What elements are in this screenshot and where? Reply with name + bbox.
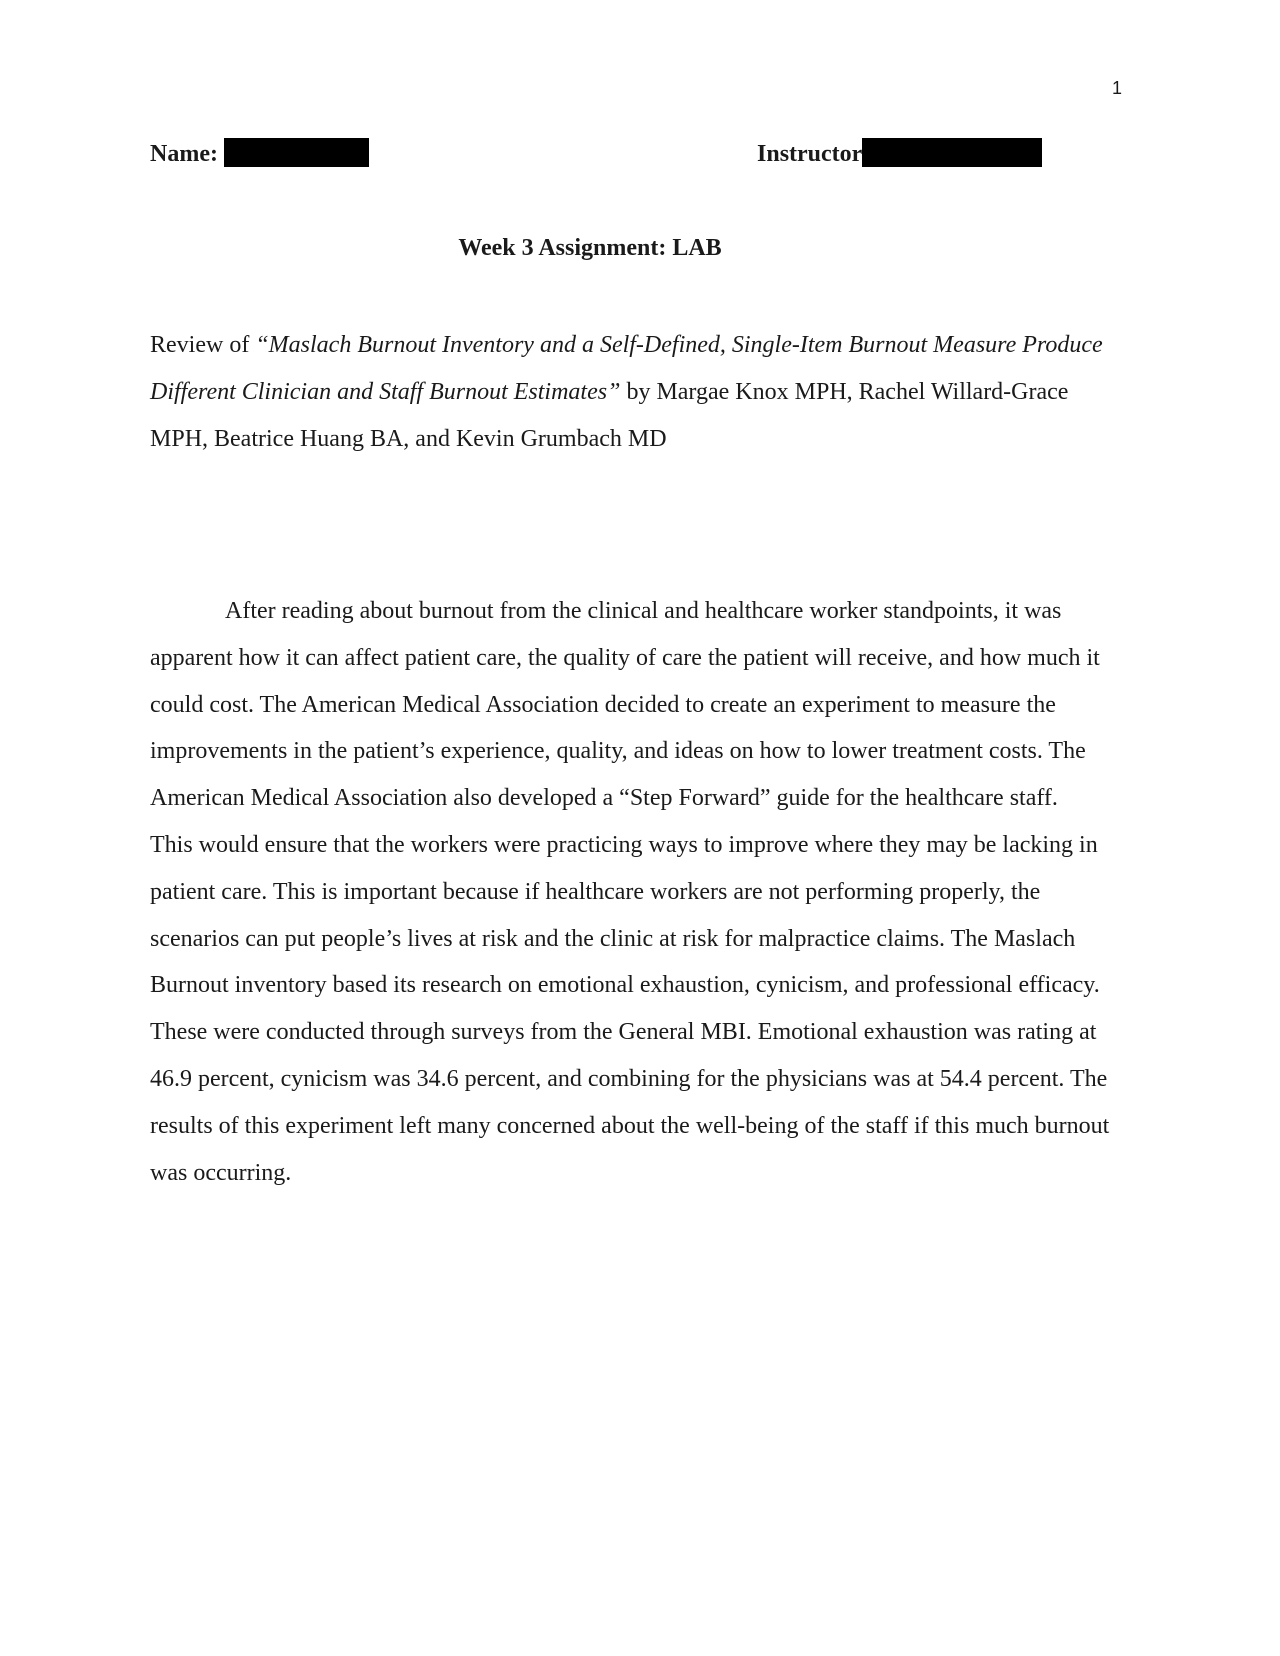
body-text — [150, 588, 1130, 1196]
redacted-instructor-block — [862, 138, 1042, 167]
assignment-title: Week 3 Assignment: LAB — [458, 235, 722, 261]
article-title: “Maslach Burnout Inventory and a Self-Defined, Single-Item Burnout Measure Produce Different Clinician and Staff Burnout Estimates” — [150, 332, 1103, 405]
student-name-line — [150, 138, 369, 169]
body-paragraph-1: After reading about burnout from the clinical and healthcare worker standpoints, it was apparent how it can affect patient care, the quality of care the patient will receive, and how much it could cost. The American Medical Association decided to create an experiment to measure the improvements in the patient’s experience, quality, and ideas on how to lower treatment costs. The American Medical Association also developed a “Step Forward” guide for the healthcare staff. — [150, 598, 1100, 812]
body-paragraph-2: This would ensure that the workers were practicing ways to improve where they may be lacking in patient care. This is important because if healthcare workers are not performing properly, the scenarios can put people’s lives at risk and the clinic at risk for malpractice claims. The Maslach Burnout inventory based its research on emotional exhaustion, cynicism, and professional efficacy. These were conducted through surveys from the General MBI. Emotional exhaustion was rating at 46.9 percent, cynicism was 34.6 percent, and combining for the physicians was at 54.4 percent. The results of this experiment left many concerned about the well-being of the staff if this much burnout was occurring. — [150, 831, 1110, 1186]
instructor-line — [757, 138, 1042, 169]
instructor-label: Instructor — [757, 141, 863, 167]
name-label: Name: — [150, 141, 218, 167]
review-prefix: Review of — [150, 332, 256, 358]
redacted-name-block — [224, 138, 369, 167]
article-authors: by Margae Knox MPH, Rachel Willard-Grace MPH, Beatrice Huang BA, and Kevin Grumbach MD — [150, 379, 1069, 452]
review-citation — [150, 322, 1126, 463]
page-number: 1 — [1112, 78, 1123, 98]
